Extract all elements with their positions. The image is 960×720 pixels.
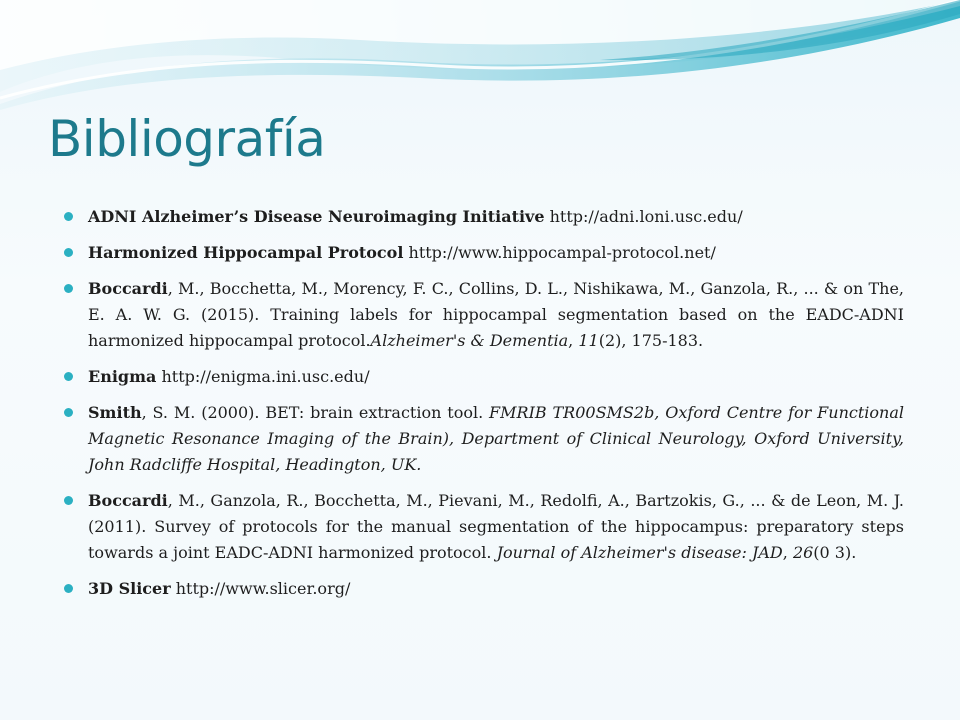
reference-volume: 26 — [792, 543, 814, 562]
reference-item — [64, 400, 904, 478]
bullet-icon — [64, 284, 73, 293]
reference-bold: ADNI Alzheimer’s Disease Neuroimaging Initiative — [88, 207, 545, 226]
header-swoosh-decoration — [0, 0, 960, 120]
reference-text: , M., Ganzola, R., Bocchetta, M., Pievani, M., Redolfi, A., Bartzokis, G., ... & de Leon, M. J. (2011). Survey of protocols for the manual segmentation of the hippocampus: preparatory steps towards a joint EADC-ADNI harmonized protocol. — [88, 491, 904, 562]
reference-text: (0 3). — [813, 543, 857, 562]
reference-bold: Boccardi — [88, 279, 168, 298]
reference-text: , S. M. (2000). BET: brain extraction tool. — [141, 403, 490, 422]
reference-bold: Harmonized Hippocampal Protocol — [88, 243, 404, 262]
reference-bold: 3D Slicer — [88, 579, 171, 598]
bullet-icon — [64, 372, 73, 381]
reference-bold: Smith — [88, 403, 142, 422]
reference-item — [64, 364, 904, 390]
bullet-icon — [64, 248, 73, 257]
reference-text: , M., Bocchetta, M., Morency, F. C., Collins, D. L., Nishikawa, M., Ganzola, R., ... & on The, E. A. W. G. (2015). Training labels for hippocampal segmentation based on the EADC-ADNI harmonized hippocampal protocol. — [88, 279, 904, 350]
reference-list — [64, 204, 904, 612]
reference-text: (2), 175-183. — [598, 331, 704, 350]
reference-bold: Enigma — [88, 367, 157, 386]
reference-italic: FMRIB TR00SMS2b, Oxford Centre for Functional Magnetic Resonance Imaging of the Brain), Department of Clinical Neurology, Oxford University, John Radcliffe Hospital, Headington, UK. — [88, 403, 904, 474]
reference-text: http://adni.loni.usc.edu/ — [544, 207, 743, 226]
reference-journal: Journal of Alzheimer's disease: JAD — [496, 543, 783, 562]
reference-item — [64, 204, 904, 230]
reference-text: http://www.hippocampal-protocol.net/ — [403, 243, 716, 262]
reference-item — [64, 488, 904, 566]
reference-item — [64, 240, 904, 266]
reference-text: , — [782, 543, 793, 562]
reference-bold: Boccardi — [88, 491, 168, 510]
bullet-icon — [64, 584, 73, 593]
bullet-icon — [64, 408, 73, 417]
reference-text: , — [568, 331, 579, 350]
bullet-icon — [64, 496, 73, 505]
reference-volume: 11 — [578, 331, 599, 350]
reference-item — [64, 576, 904, 602]
reference-text: http://www.slicer.org/ — [170, 579, 351, 598]
reference-journal: Alzheimer's & Dementia — [370, 331, 569, 350]
reference-text: http://enigma.ini.usc.edu/ — [156, 367, 370, 386]
reference-item — [64, 276, 904, 354]
slide-title: Bibliografía — [48, 110, 326, 168]
bullet-icon — [64, 212, 73, 221]
